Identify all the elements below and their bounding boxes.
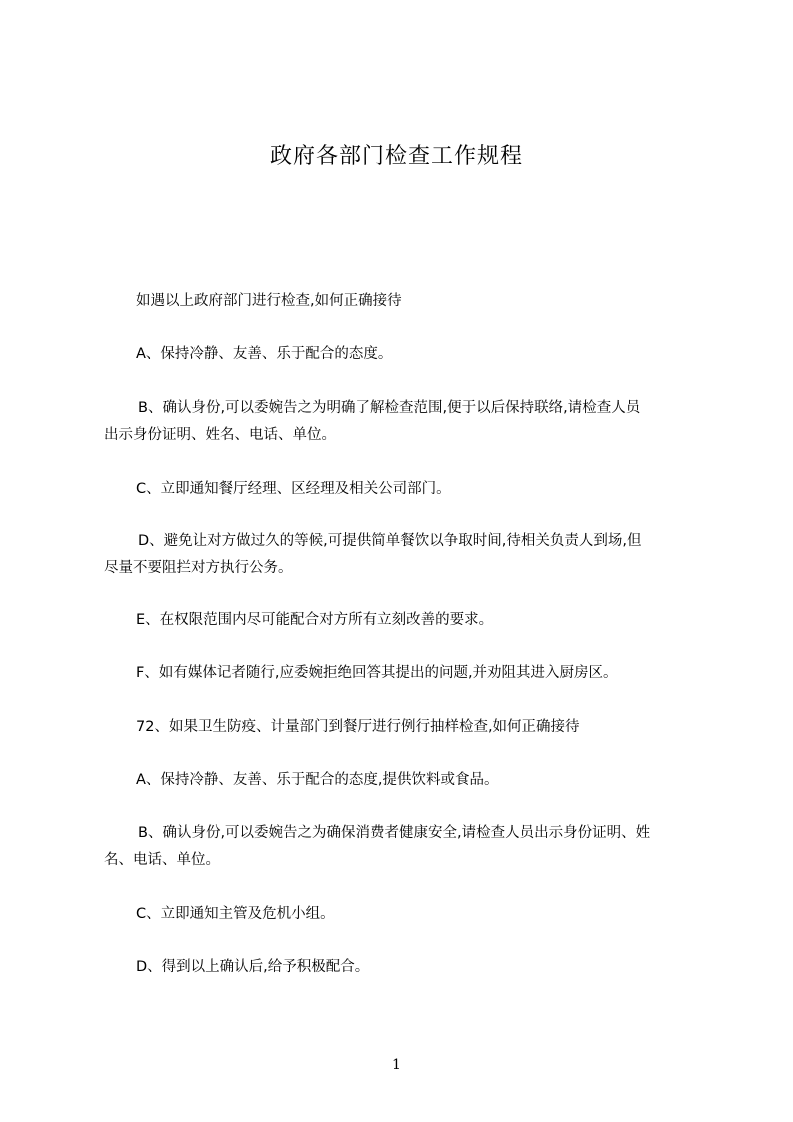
paragraph-line: 名、电话、单位。: [104, 852, 220, 868]
paragraph: [104, 476, 714, 503]
paragraph-line: D、得到以上确认后,给予积极配合。: [136, 959, 370, 975]
paragraph-line: E、在权限范围内尽可能配合对方所有立刻改善的要求。: [136, 612, 494, 628]
paragraph: [104, 767, 714, 794]
paragraph-line: A、保持冷静、友善、乐于配合的态度,提供饮料或食品。: [136, 772, 499, 788]
paragraph: [104, 341, 714, 368]
paragraph-line: B、确认身份,可以委婉告之为确保消费者健康安全,请检查人员出示身份证明、姓: [138, 825, 651, 841]
paragraph: [104, 528, 714, 582]
paragraph: [104, 660, 714, 687]
paragraph-line: 出示身份证明、姓名、电话、单位。: [104, 427, 336, 443]
paragraph-line: 尽量不要阻拦对方执行公务。: [104, 560, 293, 576]
paragraph-line: C、立即通知餐厅经理、区经理及相关公司部门。: [136, 481, 451, 497]
paragraph-line: 如遇以上政府部门进行检查,如何正确接待: [136, 293, 402, 309]
paragraph-line: 72、如果卫生防疫、计量部门到餐厅进行例行抽样检查,如何正确接待: [136, 719, 580, 735]
page-number: 1: [392, 1057, 401, 1073]
paragraph-line: F、如有媒体记者随行,应委婉拒绝回答其提出的问题,并劝阻其进入厨房区。: [136, 665, 618, 681]
paragraph-line: C、立即通知主管及危机小组。: [136, 906, 335, 922]
paragraph-line: A、保持冷静、友善、乐于配合的态度。: [136, 346, 393, 362]
paragraph: [104, 901, 714, 928]
paragraph: [104, 607, 714, 634]
paragraph-line: B、确认身份,可以委婉告之为明确了解检查范围,便于以后保持联络,请检查人员: [138, 400, 641, 416]
paragraph: [104, 820, 714, 874]
paragraph: [104, 395, 714, 449]
page-title: 政府各部门检查工作规程: [269, 144, 523, 169]
paragraph: [104, 288, 714, 315]
paragraph: [104, 714, 714, 741]
paragraph: [104, 954, 714, 981]
paragraph-line: D、避免让对方做过久的等候,可提供简单餐饮以争取时间,待相关负责人到场,但: [138, 533, 642, 549]
